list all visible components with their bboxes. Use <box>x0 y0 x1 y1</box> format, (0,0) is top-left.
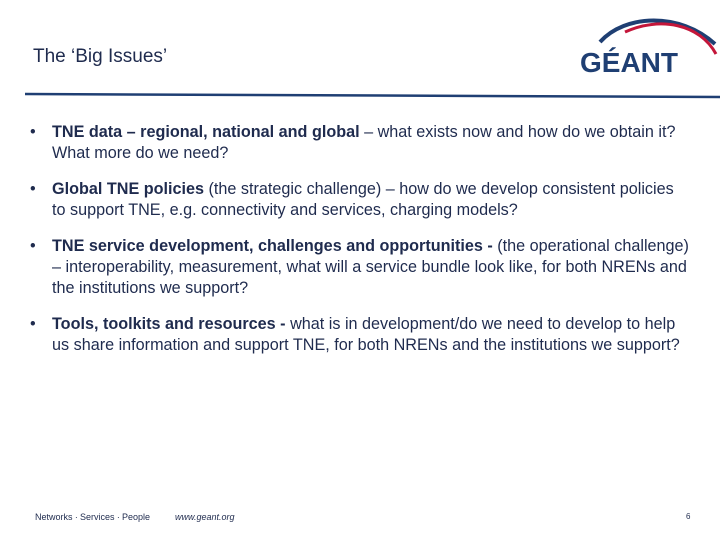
bullet-text: what is in development/do we need to develop to help us share information and support TNE, for both NRENs and the institutions we support? <box>52 315 680 354</box>
footer-url: www.geant.org <box>175 512 235 522</box>
bullet-item <box>30 236 690 299</box>
bullet-text: (the operational challenge) – interoperability, measurement, what will a service bundle look like, for both NRENs and the institutions we support? <box>52 237 689 297</box>
page-number: 6 <box>686 512 691 521</box>
bullet-list <box>30 122 690 371</box>
bullet-heading: Tools, toolkits and resources - <box>52 315 286 333</box>
bullet-marker: • <box>30 123 36 141</box>
footer-tagline: Networks ∙ Services ∙ People <box>35 512 151 522</box>
bullet-text: (the strategic challenge) – how do we develop consistent policies to support TNE, e.g. connectivity and services, charging models? <box>52 180 674 219</box>
header-divider <box>25 88 720 100</box>
bullet-heading: Global TNE policies <box>52 180 205 198</box>
slide-title: The ‘Big Issues’ <box>33 46 168 67</box>
bullet-marker: • <box>30 180 36 198</box>
bullet-heading: TNE data – regional, national and global <box>52 123 360 141</box>
geant-logo-graphic <box>570 14 720 84</box>
bullet-item <box>30 314 690 356</box>
bullet-item <box>30 122 690 164</box>
bullet-heading: TNE service development, challenges and opportunities - <box>52 237 493 255</box>
bullet-marker: • <box>30 237 36 255</box>
logo-wordmark: GÉANT <box>580 47 678 78</box>
geant-logo <box>570 14 720 84</box>
bullet-marker: • <box>30 315 36 333</box>
bullet-text: – what exists now and how do we obtain it? What more do we need? <box>52 123 676 162</box>
bullet-item <box>30 179 690 221</box>
